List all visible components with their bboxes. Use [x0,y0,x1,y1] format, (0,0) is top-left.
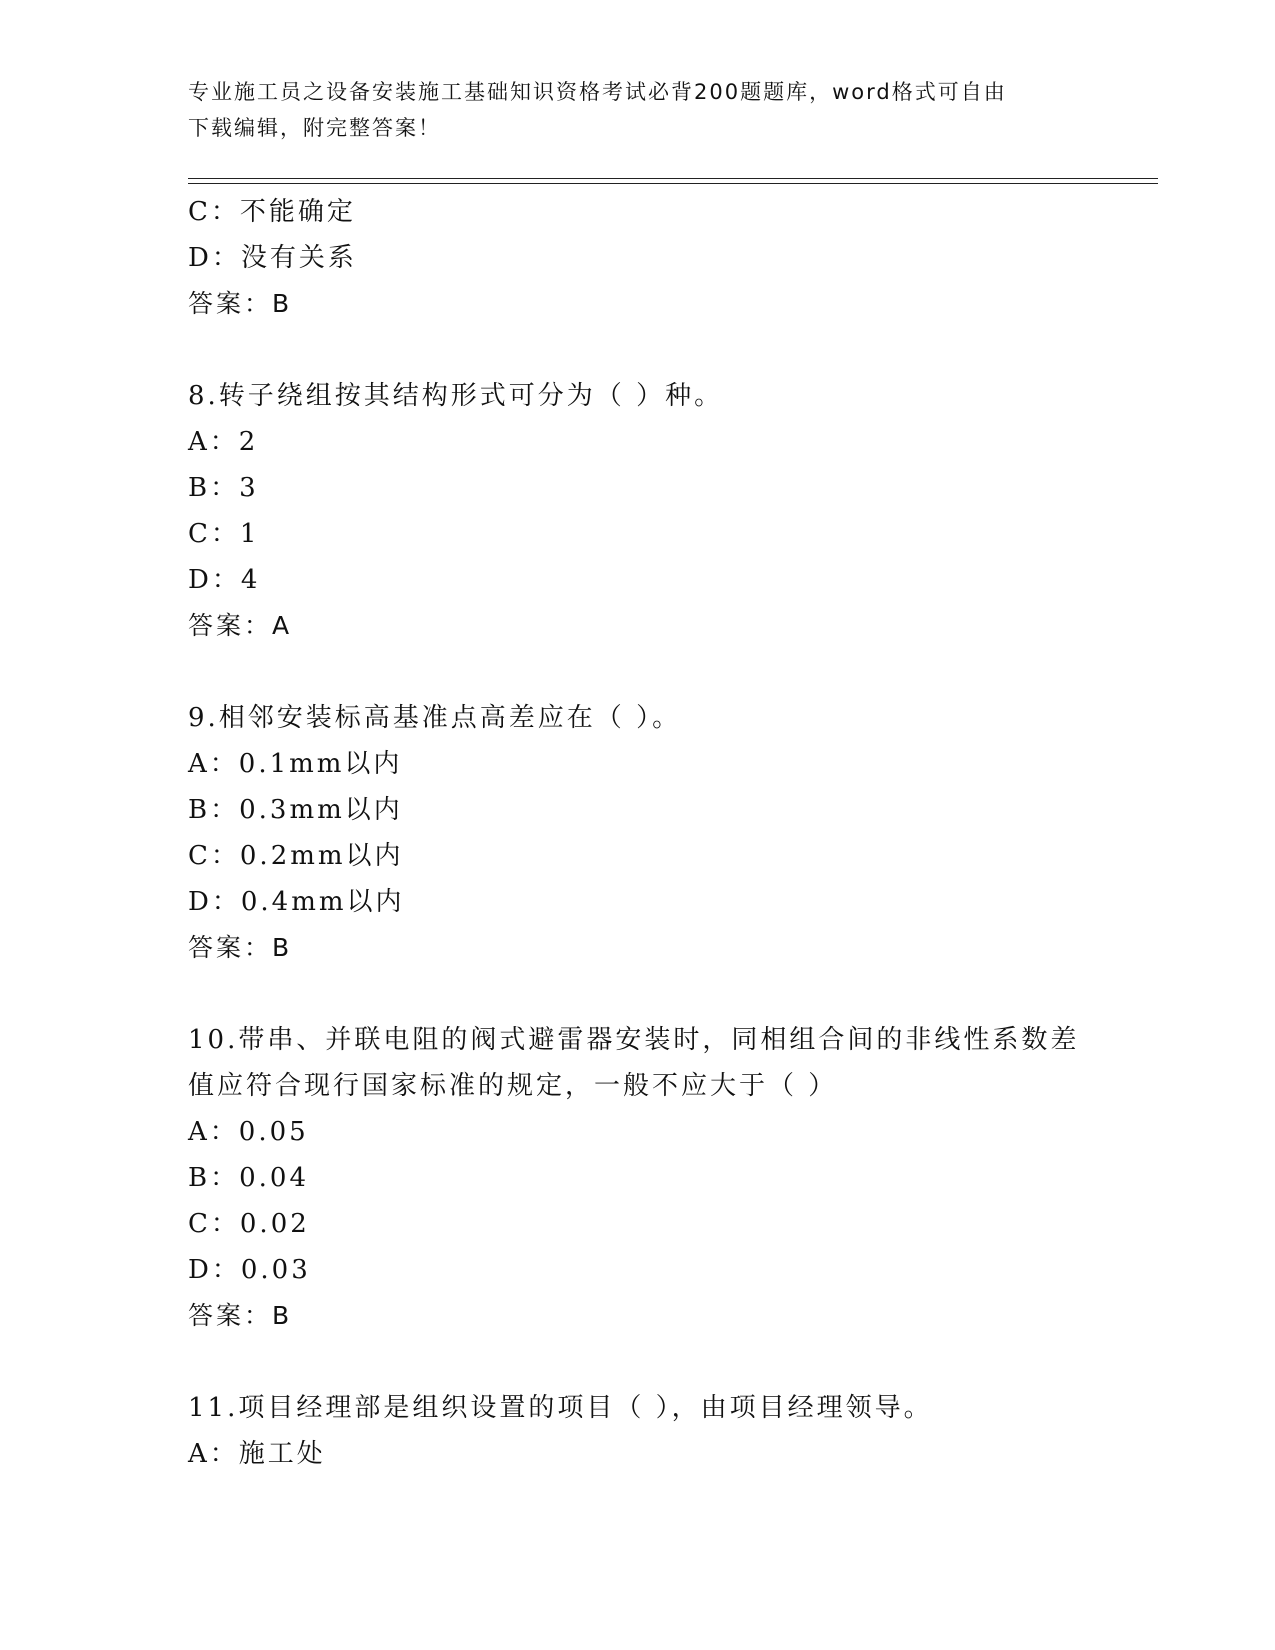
document-header [188,74,1088,146]
question-list [188,189,1088,1477]
answer: 答案：A [188,611,293,640]
option-c: C：0.2mm以内 [188,841,404,871]
option-d: D：没有关系 [188,243,357,273]
option-a: A：0.05 [188,1117,309,1147]
header-divider-top [188,178,1158,179]
option-b: B：3 [188,473,259,503]
question-block-8 [188,373,1088,649]
spacer [188,1339,1088,1385]
spacer [188,649,1088,695]
answer: 答案：B [188,1301,293,1330]
question-text: 8.转子绕组按其结构形式可分为（ ）种。 [188,381,724,411]
question-text-line-2: 值应符合现行国家标准的规定，一般不应大于（ ） [188,1071,838,1101]
option-c: C：0.02 [188,1209,310,1239]
question-block-prev [188,189,1088,327]
option-a: A：0.1mm以内 [188,749,403,779]
question-text: 9.相邻安装标高基准点高差应在（ ）。 [188,703,682,733]
question-block-11 [188,1385,1088,1477]
spacer [188,327,1088,373]
option-d: D：0.03 [188,1255,311,1285]
header-line-1: 专业施工员之设备安装施工基础知识资格考试必背200题题库，word格式可自由 [188,80,1007,104]
answer: 答案：B [188,289,293,318]
option-a: A：施工处 [188,1439,326,1469]
option-d: D：0.4mm以内 [188,887,405,917]
option-b: B：0.3mm以内 [188,795,403,825]
option-b: B：0.04 [188,1163,309,1193]
spacer [188,971,1088,1017]
option-d: D：4 [188,565,261,595]
answer: 答案：B [188,933,293,962]
option-c: C：1 [188,519,260,549]
header-line-2: 下载编辑，附完整答案！ [188,116,441,140]
question-block-10 [188,1017,1088,1339]
question-block-9 [188,695,1088,971]
option-a: A：2 [188,427,259,457]
header-divider-bottom [188,183,1158,184]
question-text-line-1: 10.带串、并联电阻的阀式避雷器安装时，同相组合间的非线性系数差 [188,1025,1080,1055]
question-text: 11.项目经理部是组织设置的项目（ ），由项目经理领导。 [188,1393,933,1423]
option-c: C：不能确定 [188,197,356,227]
